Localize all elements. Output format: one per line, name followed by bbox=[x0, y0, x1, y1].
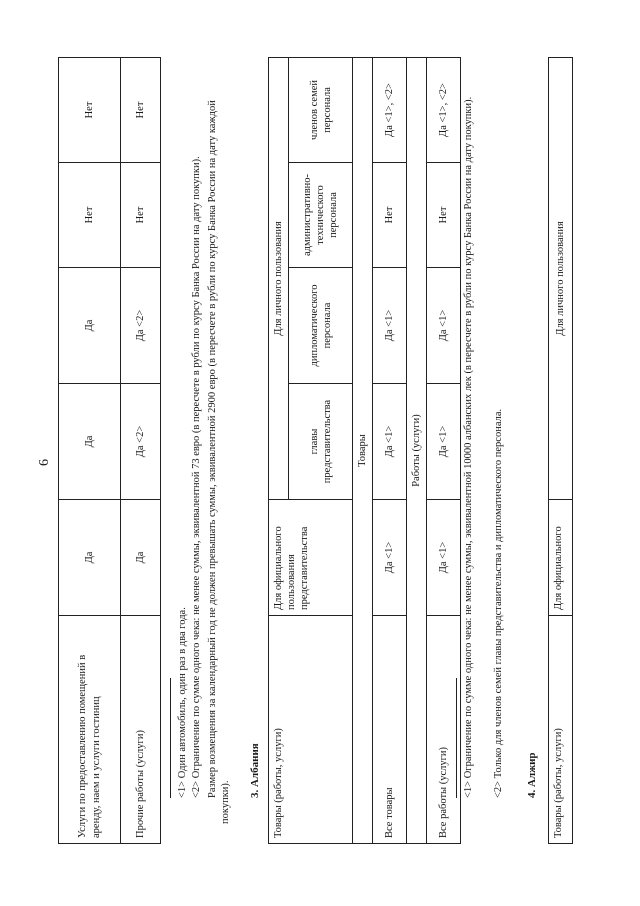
cell: Да <2> bbox=[121, 268, 161, 384]
section-label: Работы (услуги) bbox=[407, 58, 427, 844]
cell: Да <1>, <2> bbox=[373, 58, 407, 163]
section-heading-algeria: 4. Алжир bbox=[526, 752, 538, 798]
header-family-members: членов семей персонала bbox=[289, 58, 353, 163]
table-row bbox=[373, 58, 407, 844]
cell: Нет bbox=[121, 58, 161, 163]
header-goods: Товары (работы, услуги) bbox=[549, 616, 573, 844]
cell: Да <1> bbox=[427, 384, 461, 500]
cell: Да <2> bbox=[121, 384, 161, 500]
table-header-row bbox=[549, 58, 573, 844]
cell: Да bbox=[59, 500, 121, 616]
row-label: Услуги по предоставлению помещений в аренду, наем и услуги гостиниц bbox=[59, 616, 121, 844]
section-heading-albania: 3. Албания bbox=[249, 743, 261, 798]
table-row bbox=[121, 58, 161, 844]
footnote-rule bbox=[170, 678, 171, 798]
footnote-rule bbox=[456, 678, 457, 798]
cell: Да <1> bbox=[427, 268, 461, 384]
header-goods: Товары (работы, услуги) bbox=[269, 616, 353, 844]
section-row-works bbox=[407, 58, 427, 844]
footnote-1: <1> Один автомобиль, один раз в два года. bbox=[177, 607, 188, 798]
cell: Да bbox=[121, 500, 161, 616]
table-row bbox=[59, 58, 121, 844]
algeria-table bbox=[548, 57, 573, 844]
header-admin-staff: административно-технического персонала bbox=[289, 163, 353, 268]
cell: Да bbox=[59, 384, 121, 500]
header-official: Для официального bbox=[549, 500, 573, 616]
cell: Нет bbox=[427, 163, 461, 268]
cell: Нет bbox=[59, 58, 121, 163]
section-label: Товары bbox=[353, 58, 373, 844]
header-head-of-mission: главы представительства bbox=[289, 384, 353, 500]
footnote-extra: Размер возмещения за календарный год не должен превышать суммы, эквивалентной 2900 евро (в пересчете в рубли по курсу Банка России на дату каждой покупки). bbox=[207, 100, 232, 824]
header-personal: Для личного пользования bbox=[549, 58, 573, 500]
top-table bbox=[58, 57, 161, 844]
cell: Нет bbox=[121, 163, 161, 268]
table-header-row bbox=[269, 58, 289, 844]
cell: Да <1> bbox=[373, 384, 407, 500]
header-official: Для официального пользования представительства bbox=[269, 500, 353, 616]
cell: Да <1> bbox=[427, 500, 461, 616]
cell: Да <1>, <2> bbox=[427, 58, 461, 163]
footnote-2: <2> Только для членов семей главы представительства и дипломатического персонала. bbox=[493, 408, 504, 798]
row-label: Все работы (услуги) bbox=[427, 616, 461, 844]
row-label: Все товары bbox=[373, 616, 407, 844]
cell: Нет bbox=[373, 163, 407, 268]
section-row-goods bbox=[353, 58, 373, 844]
cell: Да <1> bbox=[373, 268, 407, 384]
header-diplomatic-staff: дипломатического персонала bbox=[289, 268, 353, 384]
footnote-2: <2> Ограничение по сумме одного чека: не менее суммы, эквивалентной 73 евро (в пересчете в рубли по курсу Банка России на дату покупки). bbox=[191, 156, 202, 798]
footnote-1: <1> Ограничение по сумме одного чека: не менее суммы, эквивалентной 10000 албанских лек (в пересчете в рубли по курсу Банка России на дату покупки). bbox=[463, 96, 474, 798]
cell: Нет bbox=[59, 163, 121, 268]
row-label: Прочие работы (услуги) bbox=[121, 616, 161, 844]
header-personal: Для личного пользования bbox=[269, 58, 289, 500]
cell: Да <1> bbox=[373, 500, 407, 616]
page-number: 6 bbox=[37, 459, 52, 466]
cell: Да bbox=[59, 268, 121, 384]
albania-table bbox=[268, 57, 461, 844]
